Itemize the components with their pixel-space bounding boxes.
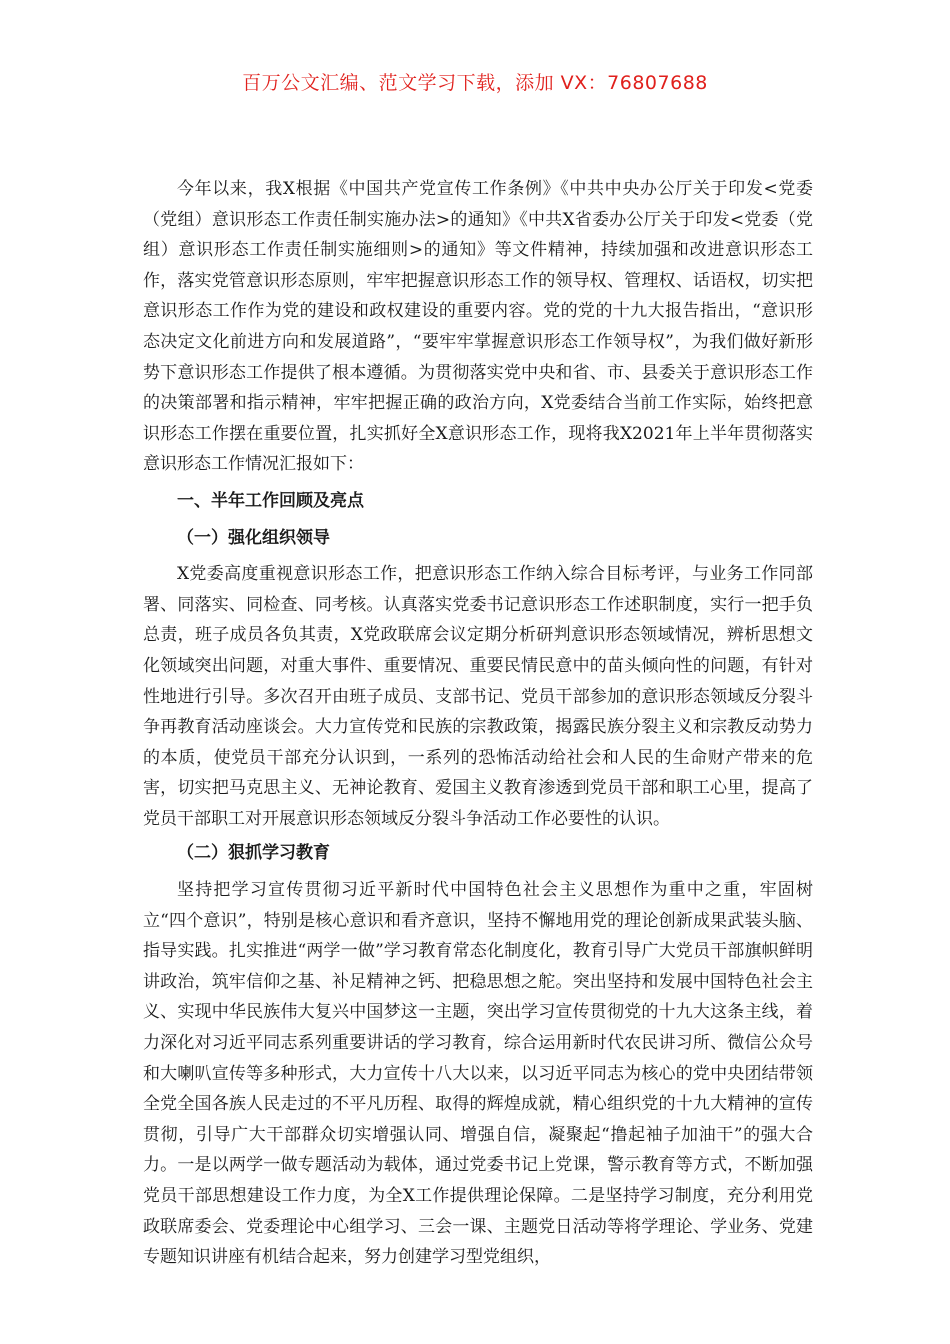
subsection-heading: （二）狠抓学习教育 [177,843,330,864]
intro-paragraph: 今年以来，我X根据《中国共产党宣传工作条例》《中共中央办公厅关于印发<党委（党组）意识形态工作责任制实施办法>的通知》《中共X省委办公厅关于印发<党委（党组）意识形态工作责任制实施细则>的通知》等文件精神，持续加强和改进意识形态工作，落实党管意识形态原则，牢牢把握意识形态工作的领导权、管理权、话语权，切实把意识形态工作作为党的建设和政权建设的重要内容。党的党的十九大报告指出，“意识形态决定文化前进方向和发展道路”，“要牢牢掌握意识形态工作领导权”，为我们做好新形势下意识形态工作提供了根本遵循。为贯彻落实党中央和省、市、县委关于意识形态工作的决策部署和指示精神，牢牢把握正确的政治方向，X党委结合当前工作实际，始终把意识形态工作摆在重要位置，扎实抓好全X意识形态工作，现将我X2021年上半年贯彻落实意识形态工作情况汇报如下： [143,179,813,475]
download-banner: 百万公文汇编、范文学习下载，添加 VX：76807688 [242,72,708,94]
document-body [143,174,813,1273]
subsection-heading: （一）强化组织领导 [177,527,330,548]
subsection-paragraph: X党委高度重视意识形态工作，把意识形态工作纳入综合目标考评，与业务工作同部署、同落实、同检查、同考核。认真落实党委书记意识形态工作述职制度，实行一把手负总责，班子成员各负其责，X党政联席会议定期分析研判意识形态领域情况，辨析思想文化领域突出问题，对重大事件、重要情况、重要民情民意中的苗头倾向性的问题，有针对性地进行引导。多次召开由班子成员、支部书记、党员干部参加的意识形态领域反分裂斗争再教育活动座谈会。大力宣传党和民族的宗教政策，揭露民族分裂主义和宗教反动势力的本质，使党员干部充分认识到，一系列的恐怖活动给社会和人民的生命财产带来的危害，切实把马克思主义、无神论教育、爱国主义教育渗透到党员干部和职工心里，提高了党员干部职工对开展意识形态领域反分裂斗争活动工作必要性的认识。 [143,564,813,829]
section-heading: 一、半年工作回顾及亮点 [177,490,364,511]
subsection-paragraph: 坚持把学习宣传贯彻习近平新时代中国特色社会主义思想作为重中之重，牢固树立“四个意识”，特别是核心意识和看齐意识，坚持不懈地用党的理论创新成果武装头脑、指导实践。扎实推进“两学一做”学习教育常态化制度化，教育引导广大党员干部旗帜鲜明讲政治，筑牢信仰之基、补足精神之钙、把稳思想之舵。突出坚持和发展中国特色社会主义、实现中华民族伟大复兴中国梦这一主题，突出学习宣传贯彻党的十九大这条主线，着力深化对习近平同志系列重要讲话的学习教育，综合运用新时代农民讲习所、微信公众号和大喇叭宣传等多种形式，大力宣传十八大以来，以习近平同志为核心的党中央团结带领全党全国各族人民走过的不平凡历程、取得的辉煌成就，精心组织党的十九大精神的宣传贯彻，引导广大干部群众切实增强认同、增强自信，凝聚起“撸起袖子加油干”的强大合力。一是以两学一做专题活动为载体，通过党委书记上党课，警示教育等方式，不断加强党员干部思想建设工作力度，为全X工作提供理论保障。二是坚持学习制度，充分利用党政联席委会、党委理论中心组学习、三会一课、主题党日活动等将学理论、学业务、党建专题知识讲座有机结合起来，努力创建学习型党组织， [143,880,813,1268]
